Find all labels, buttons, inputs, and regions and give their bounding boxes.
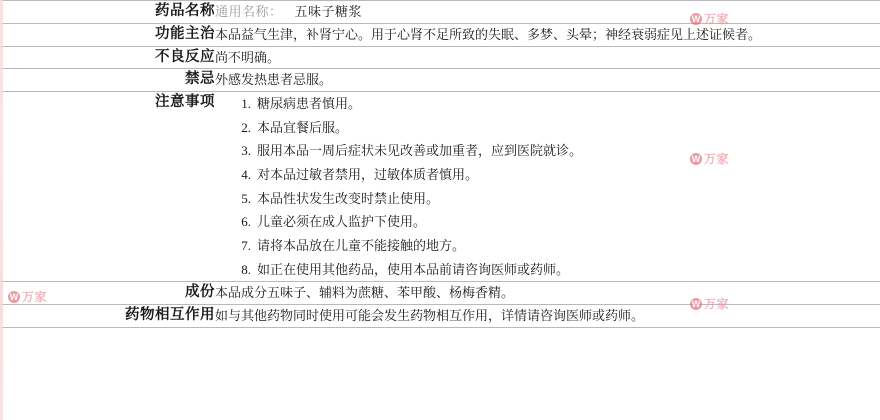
row-value-precautions (215, 92, 880, 282)
watermark-badge-icon: W (691, 153, 701, 164)
row-value-contraindications (215, 69, 880, 92)
table-row (0, 46, 880, 69)
row-label-drug-name: 药品名称 (0, 1, 215, 24)
table-row (0, 69, 880, 92)
generic-name-value: 五味子糖浆 (294, 4, 363, 19)
drug-interactions-text: 如与其他药物同时使用可能会发生药物相互作用，详情请咨询医师或药师。 (215, 308, 645, 323)
list-item: 儿童必须在成人监护下使用。 (257, 214, 427, 230)
precautions-list (215, 92, 880, 281)
watermark-label: 万家 (704, 152, 730, 166)
watermark-badge-icon: W (691, 13, 701, 24)
adverse-reactions-text: 尚不明确。 (215, 49, 281, 65)
row-label-drug-interactions: 药物相互作用 (0, 305, 215, 328)
table-row (0, 92, 880, 282)
row-label-contraindications: 禁忌 (0, 69, 215, 92)
indications-text: 本品益气生津，补肾宁心。用于心肾不足所致的失眠、多梦、头晕；神经衰弱症见上述证候者。 (215, 26, 762, 42)
row-label-indications: 功能主治 (0, 23, 215, 46)
list-item: 服用本品一周后症状未见改善或加重者，应到医院就诊。 (257, 143, 583, 159)
contraindications-text: 外感发热患者忌服。 (215, 72, 333, 88)
page-edge-strip (0, 0, 3, 420)
list-item: 本品宜餐后服。 (257, 119, 349, 135)
list-item: 如正在使用其他药品，使用本品前请咨询医师或药师。 (257, 261, 570, 277)
watermark-label: 万家 (22, 290, 48, 304)
row-value-indications (215, 23, 880, 46)
list-item: 请将本品放在儿童不能接触的地方。 (257, 237, 466, 253)
watermark-label: 万家 (704, 12, 730, 26)
row-label-precautions: 注意事项 (0, 92, 215, 282)
table-row (0, 23, 880, 46)
row-value-drug-name (215, 1, 880, 24)
table-row (0, 1, 880, 24)
watermark-label: 万家 (704, 297, 730, 311)
row-value-adverse-reactions (215, 46, 880, 69)
generic-name-label: 通用名称： (215, 4, 283, 19)
watermark-badge-icon: W (691, 298, 701, 309)
row-label-adverse-reactions: 不良反应 (0, 46, 215, 69)
list-item: 对本品过敏者禁用，过敏体质者慎用。 (257, 166, 479, 182)
table-row (0, 282, 880, 305)
table-row (0, 305, 880, 328)
row-value-ingredients (215, 282, 880, 305)
list-item: 糖尿病患者慎用。 (257, 96, 362, 111)
list-item: 本品性状发生改变时禁止使用。 (257, 190, 440, 206)
generic-name-line (215, 1, 880, 22)
watermark-badge-icon: W (9, 291, 19, 302)
row-label-ingredients: 成份 (0, 282, 215, 305)
row-value-drug-interactions (215, 305, 880, 328)
ingredients-text: 本品成分五味子、辅料为蔗糖、苯甲酸、杨梅香精。 (215, 285, 515, 301)
